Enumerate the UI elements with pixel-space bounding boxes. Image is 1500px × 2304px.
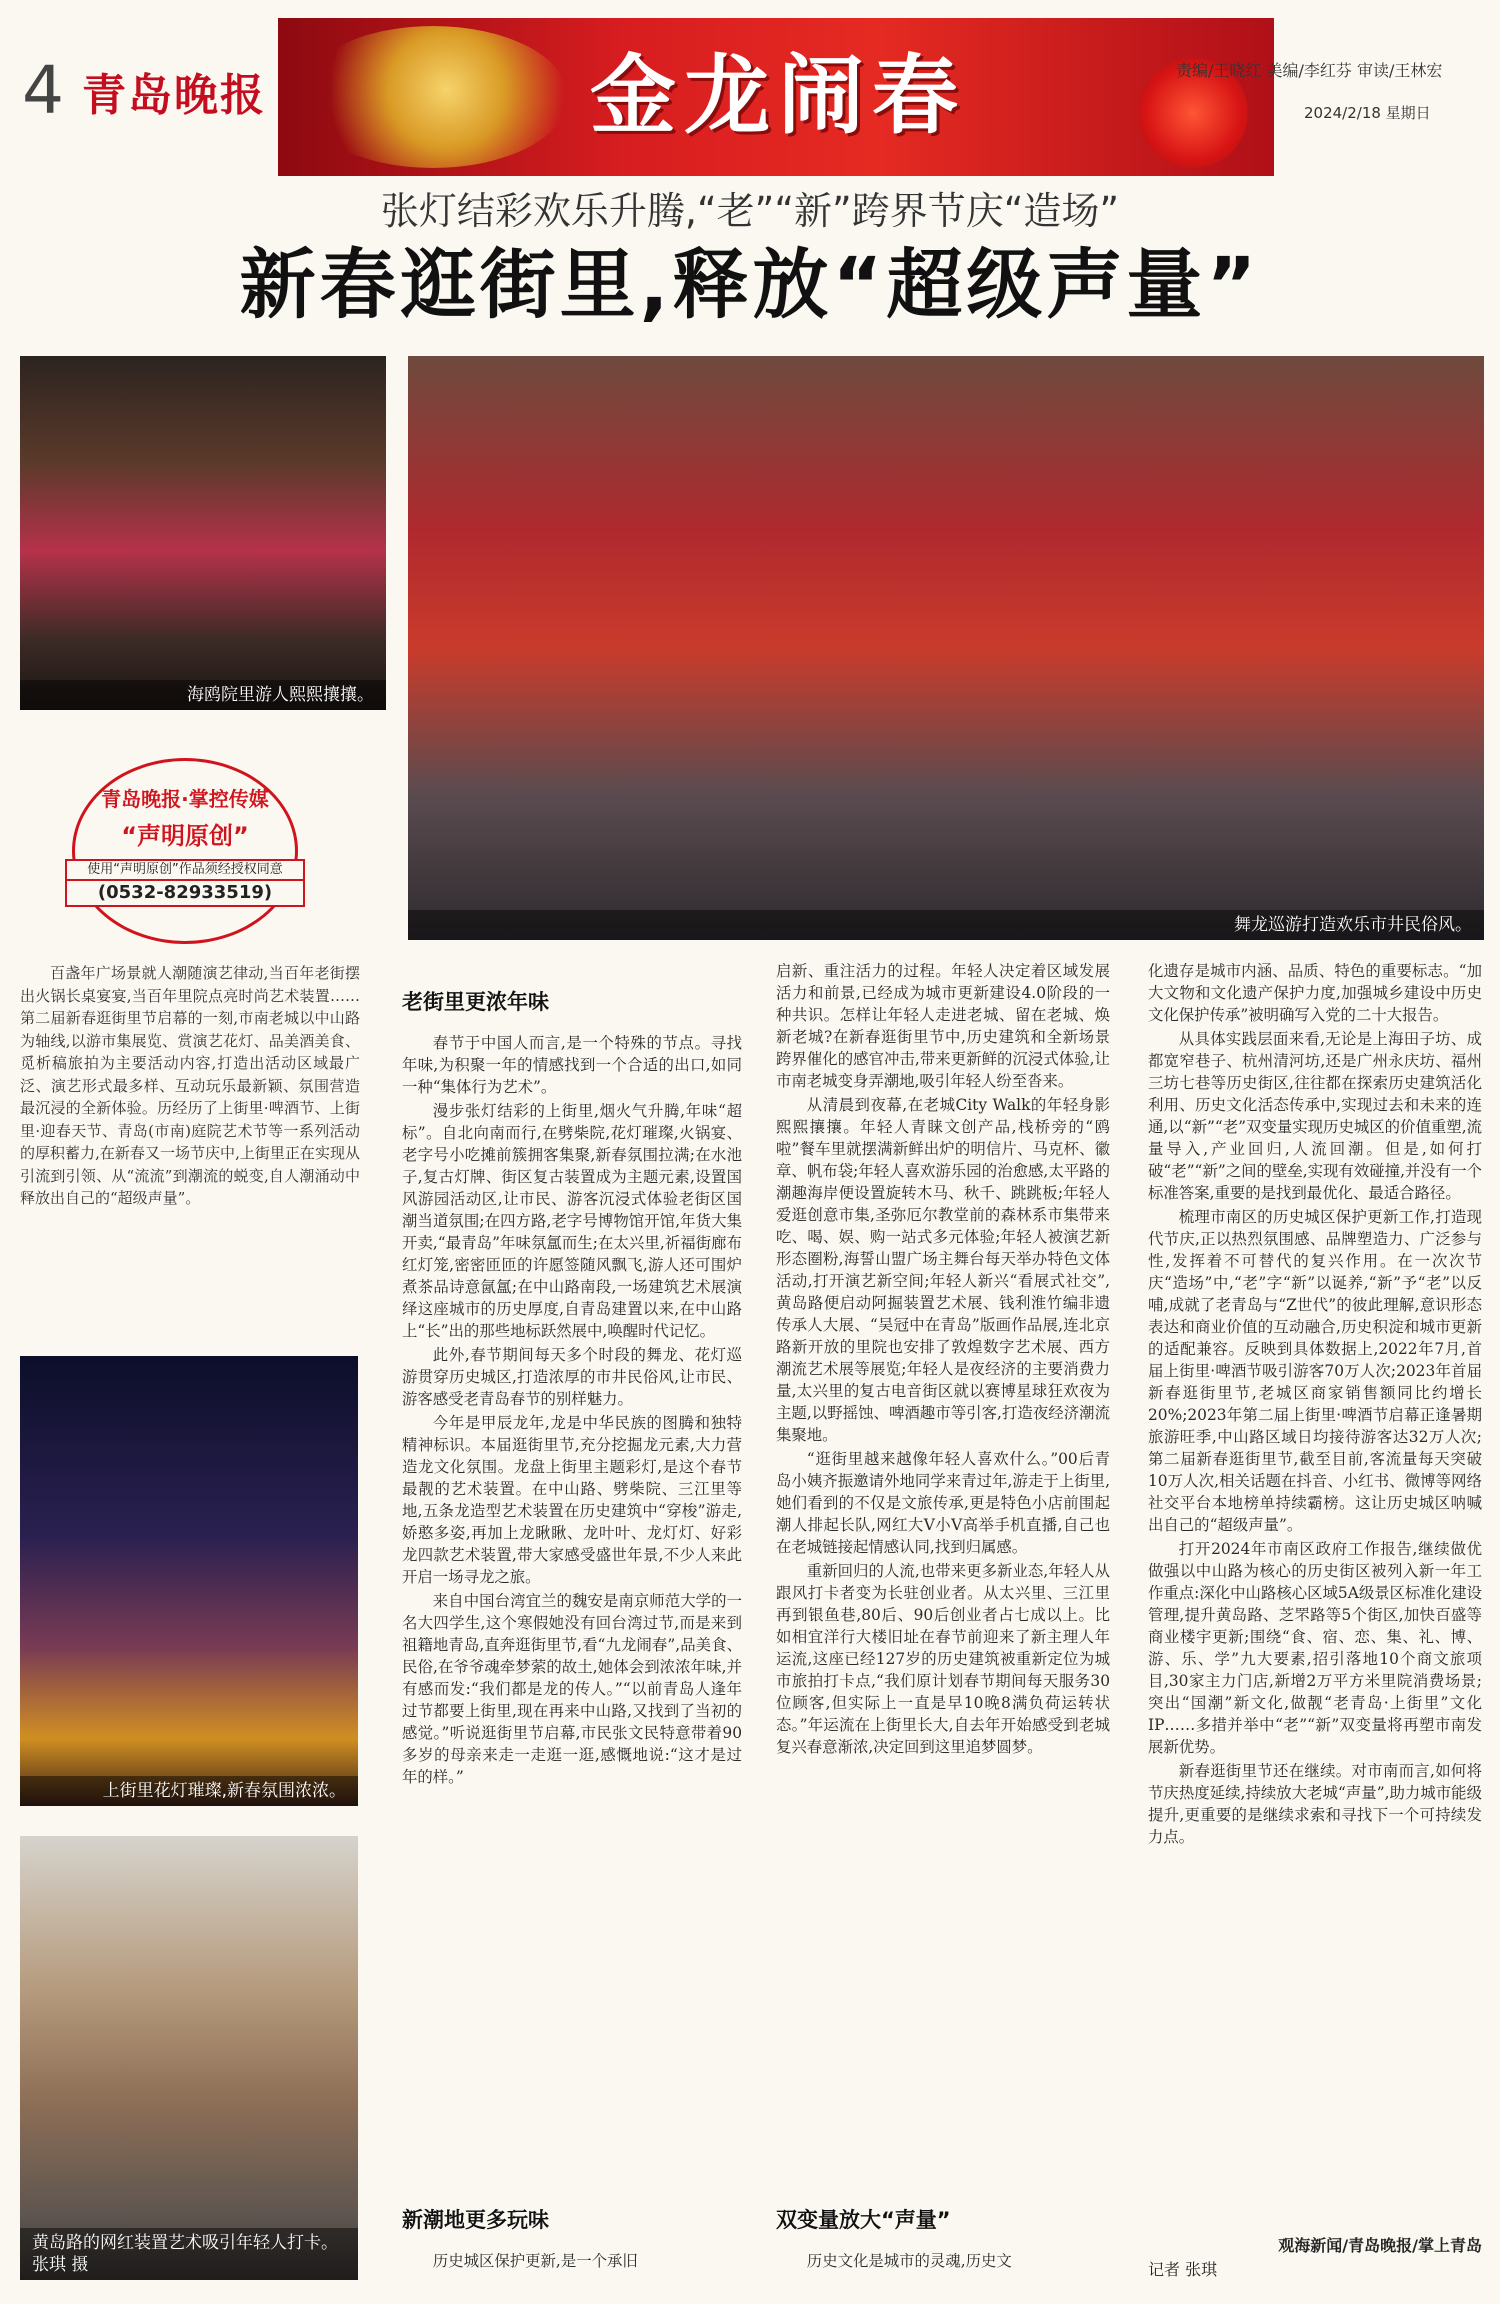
photo-caption: 海鸥院里游人熙熙攘攘。 [20,680,386,710]
paragraph: 从具体实践层面来看,无论是上海田子坊、成都宽窄巷子、杭州清河坊,还是广州永庆坊、福州三坊七巷等历史街区,往往都在探索历史建筑活化利用、历史文化活态传承中,实现过去和未来的连通,以“新”“老”双变量实现历史城区的价值重塑,流量导入,产业回归,人流回潮。但是,如何打破“老”“新”之间的壁垒,实现有效碰撞,并没有一个标准答案,重要的是找到最优化、最适合路径。 [1148,1030,1482,1202]
paragraph: 启新、重注活力的过程。年轻人决定着区域发展活力和前景,已经成为城市更新建设4.0阶段的一种共识。怎样让年轻人走进老城、留在老城、焕新老城?在新春逛街里节中,历史建筑和全新场景跨界催化的感官冲击,带来更新鲜的沉浸式体验,让市南老城变身弄潮地,吸引年轻人纷至沓来。 [776,962,1110,1090]
stamp-title: “声明原创” [121,822,249,850]
newspaper-logo: 青岛晚报 [82,70,266,121]
editor-credits [1176,60,1486,124]
paragraph: 从清晨到夜幕,在老城City Walk的年轻身影熙熙攘攘。年轻人青睐文创产品,栈桥旁的“鸥啦”餐车里就摆满新鲜出炉的明信片、马克杯、徽章、帆布袋;年轻人喜欢游乐园的治愈感,太平路的潮趣海岸便设置旋转木马、秋千、跳跳板;年轻人爱逛创意市集,圣弥厄尔教堂前的森林系市集带来吃、喝、娱、购一站式多元体验;年轻人被演艺新形态圈粉,海誓山盟广场主舞台每天举办特色文体活动,打开演艺新空间;年轻人新兴“看展式社交”,黄岛路便启动阿掘装置艺术展、钱利淮竹编非遗传承人大展、“吴冠中在青岛”版画作品展,连北京路新开放的里院也安排了敦煌数字艺术展、西方潮流艺术展等展览;年轻人是夜经济的主要消费力量,太兴里的复古电音街区就以赛博星球狂欢夜为主题,以野摇蚀、啤酒趣市等引客,打造夜经济潮流集聚地。 [776,1096,1110,1444]
stamp-notice: 使用“声明原创”作品须经授权同意 [65,859,305,881]
section-heading: 新潮地更多玩味 [402,2208,549,2232]
photo-caption: 舞龙巡游打造欢乐市井民俗风。 [408,910,1484,940]
byline [1148,2234,1482,2282]
section-heading: 老街里更浓年味 [402,990,549,1014]
paragraph-start [402,2250,742,2272]
section-heading: 双变量放大“声量” [776,2208,951,2232]
paragraph: 化遗存是城市内涵、品质、特色的重要标志。“加大文物和文化遗产保护力度,加强城乡建设中历史文化保护传承”被明确写入党的二十大报告。 [1148,962,1482,1024]
main-headline: 新春逛街里,释放“超级声量” [239,240,1261,329]
subheadline: 张灯结彩欢乐升腾,“老”“新”跨界节庆“造场” [380,189,1120,233]
credit-names: 责编/王晓红 美编/李红芬 审读/王林宏 [1176,61,1443,80]
lead-text: 百盏年广场景就人潮随演艺律动,当百年老街摆出火锅长桌宴宴,当百年里院点亮时尚艺术装置……第二届新春逛街里节启幕的一刻,市南老城以中山路为轴线,以游市集展览、赏演艺花灯、品美酒美食、觅析稿旅拍为主要活动内容,打造出活动区域最广泛、演艺形式最多样、互动玩乐最新颖、氛围营造最沉浸的全新体验。历经历了上街里·啤酒节、上街里·迎春天节、青岛(市南)庭院艺术节等一系列活动的厚积蓄力,在新春又一场节庆中,上街里正在实现从引流到引领、从“流流”到潮流的蜕变,自人潮涌动中释放出自己的“超级声量”。 [20,964,360,1207]
article-column-1 [402,1032,742,1788]
paragraph: 历史文化是城市的灵魂,历史文 [806,2252,1012,2270]
article-column-3 [1148,960,1482,1848]
paragraph: 春节于中国人而言,是一个特殊的节点。寻找年味,为积聚一年的情感找到一个合适的出口,如同一种“集体行为艺术”。 [402,1034,742,1096]
paragraph: “逛街里越来越像年轻人喜欢什么。”00后青岛小姨齐振邀请外地同学来青过年,游走于上街里,她们看到的不仅是文旅传承,更是特色小店前围起潮人排起长队,网红大V小V高举手机直播,自己也在老城链接起情感认同,找到归属感。 [776,1450,1110,1556]
photo-caption: 黄岛路的网红装置艺术吸引年轻人打卡。张琪 摄 [20,2228,358,2280]
paragraph: 新春逛街里节还在继续。对市南而言,如何将节庆热度延续,持续放大老城“声量”,助力城市能级提升,更重要的是继续求索和寻找下一个可持续发力点。 [1148,1762,1482,1846]
article-column-2 [776,960,1110,1758]
banner-title: 金龙闹春 [590,45,966,146]
paragraph: 历史城区保护更新,是一个承旧 [432,2252,638,2270]
paragraph-start [776,2250,1110,2272]
dragon-illustration [298,26,568,168]
photo-art-installation [20,1836,358,2280]
photo-dragon-dance [408,356,1484,940]
page-number: 4 [22,52,64,129]
paragraph: 重新回归的人流,也带来更多新业态,年轻人从跟风打卡者变为长驻创业者。从太兴里、三江里再到银鱼巷,80后、90后创业者占七成以上。比如相宜洋行大楼旧址在春节前迎来了新主理人年运流,这座已经127岁的历史建筑被重新定位为城市旅拍打卡点,“我们原计划春节期间每天服务30位顾客,但实际上一直是早10晚8满负荷运转状态。”年运流在上街里长大,自去年开始感受到老城复兴春意渐浓,决定回到这里追梦圆梦。 [776,1562,1110,1756]
stamp-phone: (0532-82933519) [65,881,305,907]
paragraph: 梳理市南区的历史城区保护更新工作,打造现代节庆,正以热烈氛围感、品牌塑造力、广泛参与性,发挥着不可替代的复兴作用。在一次次节庆“造场”中,“老”字“新”以诞养,“新”予“老”以反哺,成就了老青岛与“Z世代”的彼此理解,意识形态表达和商业价值的互动融合,历史积淀和城市更新的适配兼容。反映到具体数据上,2022年7月,首届上街里·啤酒节吸引游客70万人次;2023年首届新春逛街里节,老城区商家销售额同比约增长20%;2023年第二届上街里·啤酒节启幕正逢暑期旅游旺季,中山路区域日均接待游客达32万人次;第二届新春逛街里节,截至目前,客流量每天突破10万人次,相关话题在抖音、小红书、微博等网络社交平台本地榜单持续霸榜。这让历史城区呐喊出自己的“超级声量”。 [1148,1208,1482,1534]
photo-caption: 上街里花灯璀璨,新春氛围浓浓。 [20,1776,358,1806]
lead-paragraph [20,962,360,1210]
paragraph: 漫步张灯结彩的上街里,烟火气升腾,年味“超标”。自北向南而行,在劈柴院,花灯璀璨,火锅宴、老字号小吃摊前簇拥客集聚,新春氛围拉满;在水池子,复古灯牌、街区复古装置成为主题元素,设置国风游园活动区,让市民、游客沉浸式体验老街区国潮当道氛围;在四方路,老字号博物馆开馆,年货大集开卖,“最青岛”年味氛氲而生;在太兴里,祈福街廊布红灯笼,密密匝匝的许愿签随风飘飞,游人还可围炉煮茶品诗意氤氲;在中山路南段,一场建筑艺术展演绎这座城市的历史厚度,自青岛建置以来,在中山路上“长”出的那些地标跃然展中,唤醒时代记忆。 [402,1102,742,1340]
reporter-name: 记者 张琪 [1148,2260,1218,2279]
paragraph: 来自中国台湾宜兰的魏安是南京师范大学的一名大四学生,这个寒假她没有回台湾过节,而是来到祖籍地青岛,直奔逛街里节,看“九龙闹春”,品美食、民俗,在爷爷魂牵梦萦的故土,她体会到浓浓年味,并有感而发:“我们都是龙的传人。”“以前青岛人逢年过节都要上街里,现在再来中山路,又找到了当初的感觉。”听说逛街里节启幕,市民张文民特意带着90多岁的母亲来走一走逛一逛,感慨地说:“这才是过年的样。” [402,1592,742,1786]
paragraph: 打开2024年市南区政府工作报告,继续做优做强以中山路为核心的历史街区被列入新一年工作重点:深化中山路核心区域5A级景区标准化建设管理,提升黄岛路、芝罘路等5个街区,加快百盛等商业楼宇更新;围绕“食、宿、恋、集、礼、博、游、乐、学”九大要素,招引落地10个商文旅项目,30家主力门店,新增2万平方米里院消费场景;突出“国潮”新文化,做靓“老青岛·上街里”文化IP……多措并举中“老”“新”双变量将再塑市南发展新优势。 [1148,1540,1482,1756]
issue-date: 2024/2/18 星期日 [1304,104,1431,122]
copyright-stamp [72,758,298,944]
photo-arcade-gate [20,356,386,710]
festival-banner [278,18,1274,176]
paragraph: 今年是甲辰龙年,龙是中华民族的图腾和独特精神标识。本届逛街里节,充分挖掘龙元素,大力营造龙文化氛围。龙盘上街里主题彩灯,是这个春节最靓的艺术装置。在中山路、劈柴院、三江里等地,五条龙造型艺术装置在历史建筑中“穿梭”游走,娇憨多姿,再加上龙瞅瞅、龙叶叶、龙灯灯、好彩龙四款艺术装置,带大家感受盛世年景,不少人来此开启一场寻龙之旅。 [402,1414,742,1586]
stamp-org: 青岛晚报·掌控传媒 [101,787,269,811]
paragraph: 此外,春节期间每天多个时段的舞龙、花灯巡游贯穿历史城区,打造浓厚的市井民俗风,让市民、游客感受老青岛春节的别样魅力。 [402,1346,742,1408]
photo-lantern-tower [20,1356,358,1806]
source-outlets: 观海新闻/青岛晚报/掌上青岛 [1278,2236,1482,2255]
